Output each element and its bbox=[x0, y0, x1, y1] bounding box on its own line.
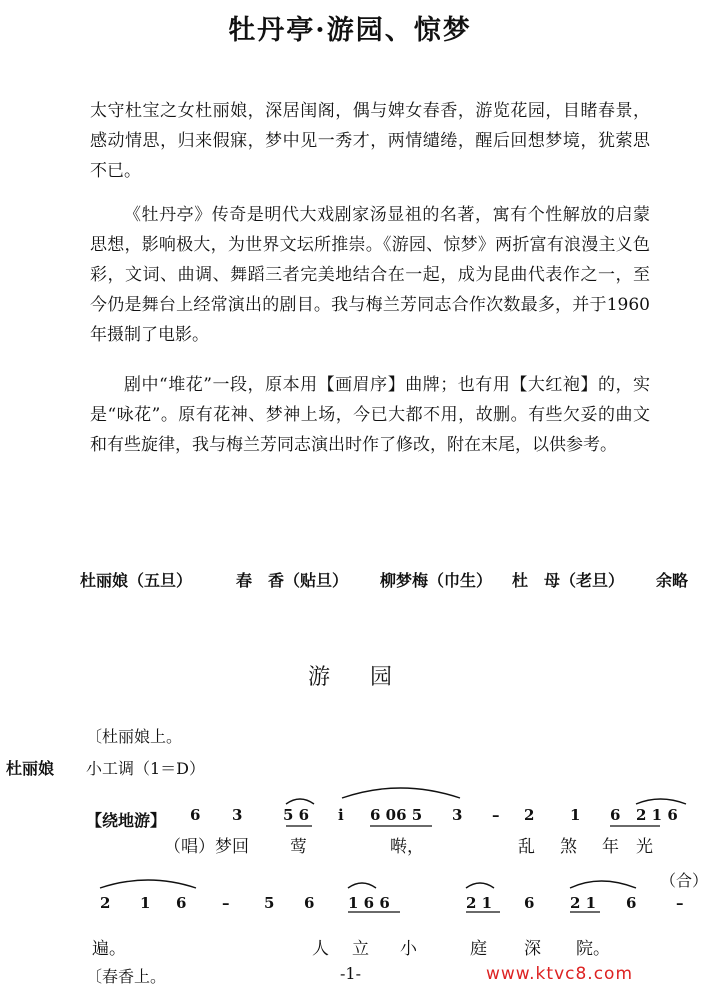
key-signature: 小工调（1＝D） bbox=[86, 759, 206, 778]
intro-paragraph-3: 剧中“堆花”一段，原本用【画眉序】曲牌；也有用【大红袍】的，实是“咏花”。原有花神、梦神上场，今已大都不用，故删。有些欠妥的曲文和有些旋律，我与梅兰芳同志演出时作了修改，附在末尾，以供参考。 bbox=[90, 375, 650, 455]
score-note: 3 bbox=[452, 806, 463, 824]
page-title: 牡丹亭·游园、惊梦 bbox=[228, 15, 472, 46]
speaker-label: 杜丽娘 bbox=[6, 759, 55, 778]
score-note: 6 bbox=[610, 806, 621, 824]
lyric: （唱）梦 bbox=[164, 837, 232, 857]
cast-member: 柳梦梅（巾生） bbox=[380, 571, 493, 590]
lyric: 深 bbox=[524, 939, 541, 959]
lyric: 啭， bbox=[390, 837, 424, 857]
lyric: 莺 bbox=[290, 837, 307, 857]
page-number: -1- bbox=[340, 964, 361, 983]
lyric: 庭 bbox=[470, 939, 487, 959]
chorus-mark: （合） bbox=[660, 871, 708, 890]
watermark: www.ktvc8.com bbox=[486, 964, 633, 984]
section-title: 游园 bbox=[307, 665, 432, 690]
score-note: 5 6 bbox=[283, 806, 310, 824]
score-note: 2 bbox=[524, 806, 535, 824]
score-note: 2 1 bbox=[570, 894, 597, 912]
score-note: – bbox=[492, 806, 500, 824]
lyric: 回 bbox=[232, 837, 249, 857]
stage-direction: 〔春香上。 bbox=[86, 967, 167, 986]
stage-direction: 〔杜丽娘上。 bbox=[86, 727, 183, 746]
cast-member: 杜 母（老旦） bbox=[512, 571, 625, 590]
score-note: 6 bbox=[524, 894, 535, 912]
score-note: 1 bbox=[140, 894, 151, 912]
cast-member: 余略 bbox=[656, 571, 689, 590]
score-note: 3 bbox=[232, 806, 243, 824]
score-note: – bbox=[676, 894, 684, 912]
lyric: 立 bbox=[352, 939, 369, 959]
score-note: 6 bbox=[626, 894, 637, 912]
lyric: 年 bbox=[602, 837, 619, 857]
lyric: 小 bbox=[400, 939, 417, 959]
score-note: 6 06 5 bbox=[370, 806, 423, 824]
lyric: 乱 bbox=[518, 837, 535, 857]
intro-paragraph-1: 太守杜宝之女杜丽娘，深居闺阁，偶与婢女春香，游览花园，目睹春景，感动情思，归来假寐，梦中见一秀才，两情缱绻，醒后回想梦境，犹萦思不已。 bbox=[90, 101, 650, 181]
score-note: 5 bbox=[264, 894, 275, 912]
score-note: i bbox=[338, 806, 344, 824]
score-note: 2 1 6 bbox=[636, 806, 678, 824]
lyric: 遍。 bbox=[92, 939, 126, 959]
lyric: 人 bbox=[312, 939, 329, 959]
score-note: 2 1 bbox=[466, 894, 493, 912]
score-note: 1 bbox=[570, 806, 581, 824]
score-note: 6 bbox=[304, 894, 315, 912]
score-note: 6 bbox=[190, 806, 201, 824]
intro-paragraph-2: 《牡丹亭》传奇是明代大戏剧家汤显祖的名著，寓有个性解放的启蒙思想，影响极大，为世界文坛所推崇。《游园、惊梦》两折富有浪漫主义色彩，文词、曲调、舞蹈三者完美地结合在一起，成为昆曲代表作之一，至今仍是舞台上经常演出的剧目。我与梅兰芳同志合作次数最多，并于1960年摄制了电影。 bbox=[90, 205, 650, 345]
cast-member: 杜丽娘（五旦） bbox=[80, 571, 193, 590]
qupai-label: 【绕地游】 bbox=[86, 811, 167, 830]
score-note: 2 bbox=[100, 894, 111, 912]
lyric: 院。 bbox=[576, 939, 610, 959]
lyric: 煞 bbox=[560, 837, 577, 857]
score-note: 6 bbox=[176, 894, 187, 912]
cast-member: 春 香（贴旦） bbox=[236, 571, 349, 590]
score-note: – bbox=[222, 894, 230, 912]
lyric: 光 bbox=[636, 837, 653, 857]
score-note: 1 6 6 bbox=[348, 894, 390, 912]
